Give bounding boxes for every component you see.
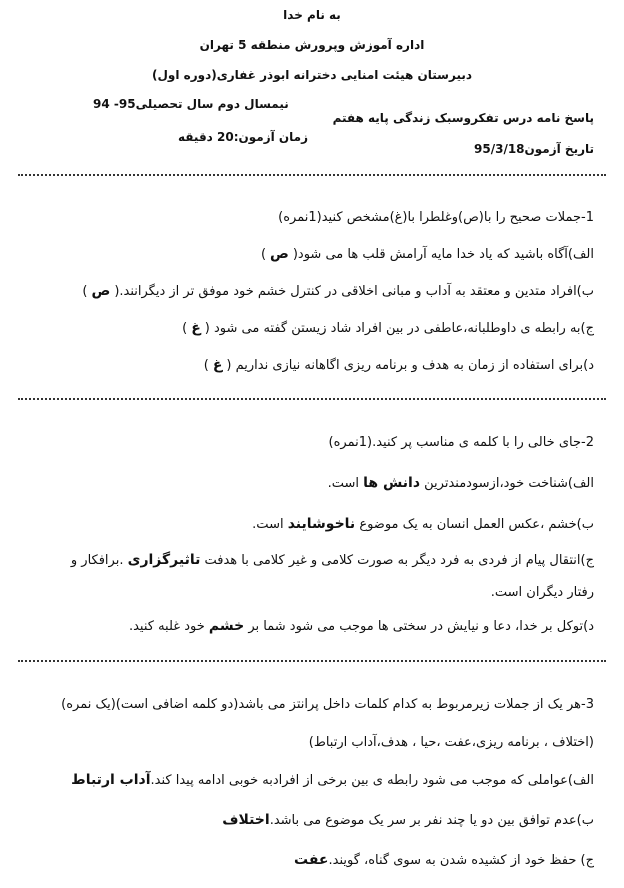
q2-item-pre: ب)خشم ،عکس العمل انسان به یک موضوع <box>355 517 594 532</box>
q1-item-text: ب)افراد متدین و معتقد به آداب و مبانی اخلاقی در کنترل خشم خود موفق تر از دیگرانند.( <box>114 284 594 299</box>
q2-item-b <box>252 516 594 532</box>
q2-item-pre: ج)انتقال پیام از فردی به فرد دیگر به صورت کلامی و غیر کلامی با هدفت <box>200 553 594 568</box>
q3-title: 3-هر یک از جملات زیرمربوط به کدام کلمات داخل پرانتز می باشد(دو کلمه اضافی است)(یک نمره) <box>61 697 594 712</box>
q2-answer: ناخوشایند <box>287 516 356 532</box>
semester: نیمسال دوم سال تحصیلی95- 94 <box>93 97 289 111</box>
q1-item-close: ) <box>260 247 267 262</box>
q1-item-a <box>261 246 594 262</box>
divider <box>18 398 606 400</box>
q3-options: (اختلاف ، برنامه ریزی،عفت ،حیا ، هدف،آداب ارتباط) <box>308 735 594 750</box>
q3-item-pre: الف)عواملی که موجب می شود رابطه ی بین برخی از افرادبه خوبی ادامه پیدا کند. <box>150 773 594 788</box>
exam-title: پاسخ نامه درس تفکروسبک زندگی پایه هفتم <box>332 111 594 125</box>
q1-item-d <box>204 357 594 373</box>
q2-answer: خشم <box>208 618 245 634</box>
q1-answer-mark: ص <box>91 283 111 299</box>
q1-item-close: ) <box>82 284 88 299</box>
q3-item-a <box>71 772 594 788</box>
q3-answer: آداب ارتباط <box>71 772 151 788</box>
q2-item-post: است. <box>252 517 288 532</box>
q2-answer: دانش ها <box>363 475 421 491</box>
q1-item-text: ج)به رابطه ی داوطلبانه،عاطفی در بین افراد شاد زیستن گفته می شود ( <box>204 321 594 336</box>
q2-answer: تاثیرگزاری <box>127 552 201 568</box>
q2-item-post: .برافکار و <box>70 553 128 568</box>
q1-answer-mark: ص <box>270 246 289 262</box>
q1-item-text: الف)آگاه باشید که یاد خدا مایه آرامش قلب ها می شود( <box>292 247 594 262</box>
q1-item-close: ) <box>182 321 188 336</box>
q3-answer: عفت <box>294 852 329 868</box>
q2-item-a <box>328 475 594 491</box>
q3-item-pre: ج) حفظ خود از کشیده شدن به سوی گناه، گویند. <box>328 853 594 868</box>
q1-answer-mark: غ <box>191 320 201 336</box>
q2-item-c <box>71 552 594 568</box>
q2-item-d <box>129 618 594 634</box>
divider <box>18 660 606 662</box>
q1-item-b <box>82 283 594 299</box>
q3-item-pre: ب)عدم توافق بین دو یا چند نفر بر سر یک موضوع می باشد. <box>269 813 594 828</box>
exam-date: تاریخ آزمون95/3/18 <box>474 142 594 156</box>
q2-item-post: است. <box>327 476 364 491</box>
q3-item-b <box>222 812 594 828</box>
q3-answer: اختلاف <box>222 812 270 828</box>
q2-title: 2-جای خالی را با کلمه ی مناسب پر کنید.(1نمره) <box>328 435 594 450</box>
q2-item-pre: رفتار دیگران است. <box>490 585 594 600</box>
q1-answer-mark: غ <box>212 357 223 373</box>
q1-item-c <box>182 320 594 336</box>
q2-item-post: خود غلبه کنید. <box>128 619 209 634</box>
q3-item-c <box>294 852 594 868</box>
q2-item-pre: الف)شناخت خود،ازسودمندترین <box>420 476 594 491</box>
exam-duration: زمان آزمون:20 دقیقه <box>178 130 308 144</box>
q2-item-pre: د)توکل بر خدا، دعا و نیایش در سختی ها موجب می شود شما بر <box>244 619 594 634</box>
school-name: دبیرستان هیئت امنایی دخترانه ابوذر غفاری(دوره اول) <box>151 68 473 82</box>
q1-item-text: د)برای استفاده از زمان به هدف و برنامه ریزی اگاهانه نیازی نداریم ( <box>226 358 594 373</box>
divider <box>18 174 606 176</box>
basmala: به نام خدا <box>283 8 341 22</box>
department-name: اداره آموزش وپرورش منطقه 5 تهران <box>199 38 425 52</box>
q1-title: 1-جملات صحیح را با(ص)وغلطرا با(غ)مشخص کنید(1نمره) <box>278 210 594 225</box>
q2-item-c-cont <box>491 585 594 600</box>
q1-item-close: ) <box>203 358 209 373</box>
